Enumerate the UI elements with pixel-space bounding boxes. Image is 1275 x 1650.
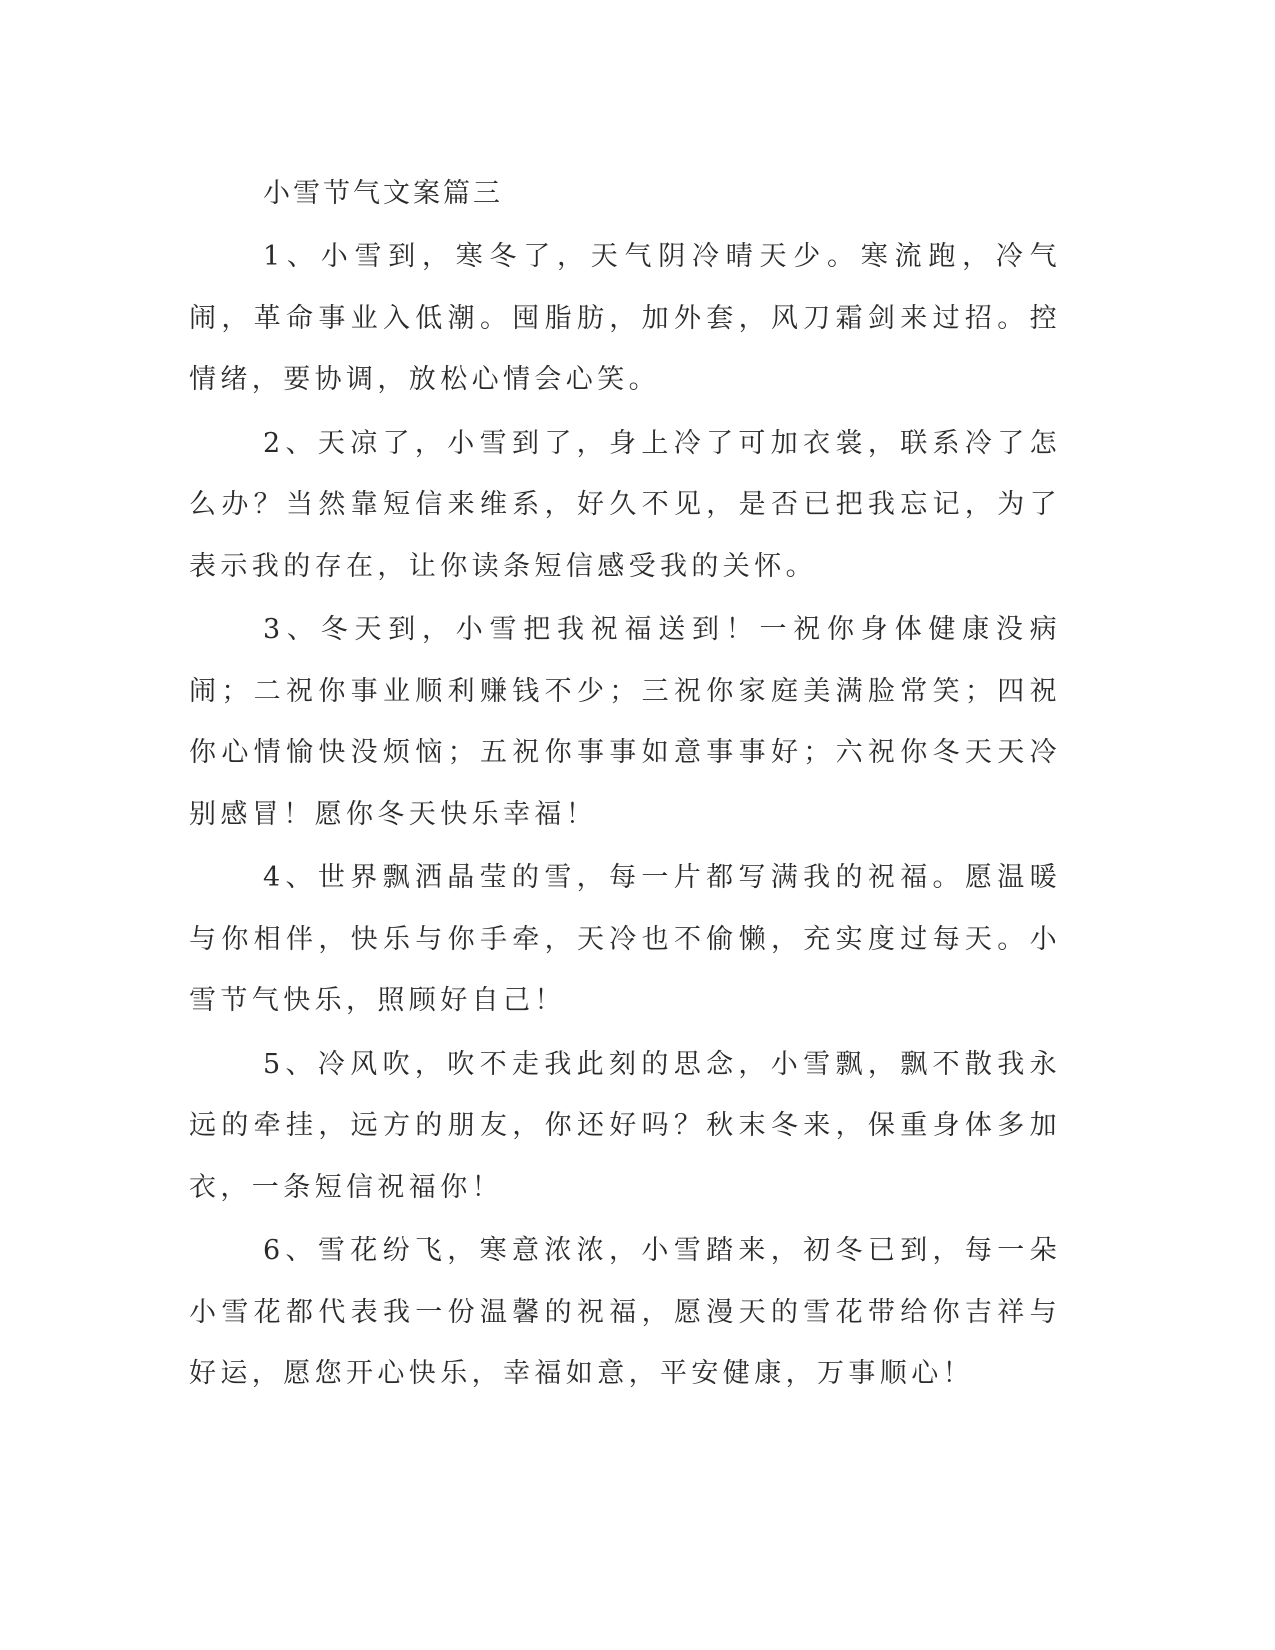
paragraph-6: 6、雪花纷飞，寒意浓浓，小雪踏来，初冬已到，每一朵小雪花都代表我一份温馨的祝福，愿漫天的雪花带给你吉祥与好运，愿您开心快乐，幸福如意，平安健康，万事顺心！ <box>189 1235 1061 1389</box>
document-body <box>189 164 1061 1405</box>
paragraph-4: 4、世界飘洒晶莹的雪，每一片都写满我的祝福。愿温暖与你相伴，快乐与你手牵，天冷也不偷懒，充实度过每天。小雪节气快乐，照顾好自己！ <box>189 862 1061 1016</box>
paragraph-1: 1、小雪到，寒冬了，天气阴冷晴天少。寒流跑，冷气闹，革命事业入低潮。囤脂肪，加外套，风刀霜剑来过招。控情绪，要协调，放松心情会心笑。 <box>189 241 1061 395</box>
document-title: 小雪节气文案篇三 <box>263 178 503 209</box>
paragraph-2: 2、天凉了，小雪到了，身上冷了可加衣裳，联系冷了怎么办？当然靠短信来维系，好久不见，是否已把我忘记，为了表示我的存在，让你读条短信感受我的关怀。 <box>189 427 1061 582</box>
paragraph-3: 3、冬天到，小雪把我祝福送到！一祝你身体健康没病闹；二祝你事业顺利赚钱不少；三祝你家庭美满脸常笑；四祝你心情愉快没烦恼；五祝你事事如意事事好；六祝你冬天天冷别感冒！愿你冬天快乐幸福！ <box>189 614 1061 830</box>
paragraph-5: 5、冷风吹，吹不走我此刻的思念，小雪飘，飘不散我永远的牵挂，远方的朋友，你还好吗？秋末冬来，保重身体多加衣，一条短信祝福你！ <box>189 1048 1061 1203</box>
